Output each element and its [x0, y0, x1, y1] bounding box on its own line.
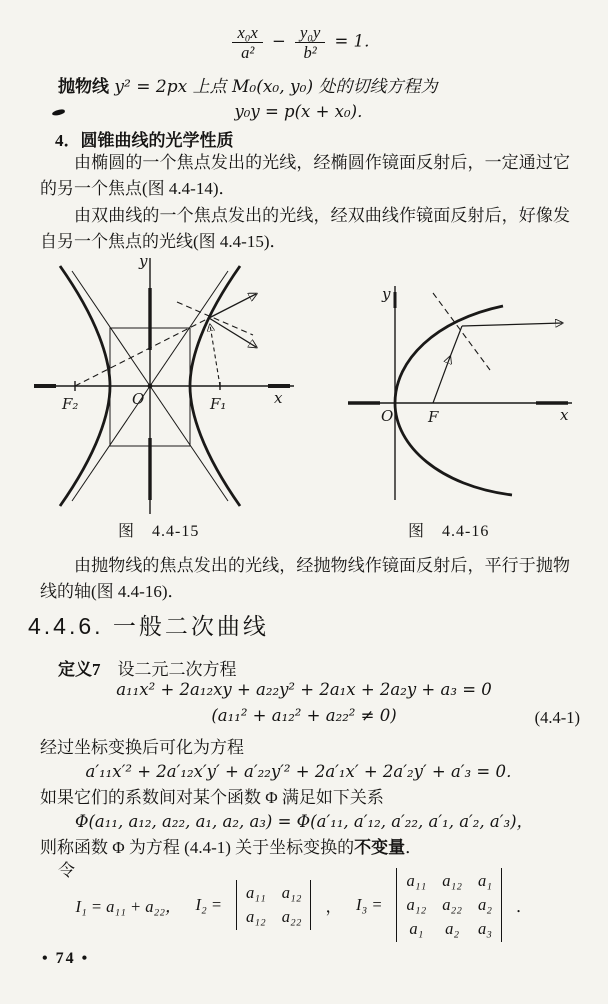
fraction-right: [295, 24, 325, 62]
det-cell: a₃: [477, 919, 492, 938]
y-axis-label: y: [382, 285, 391, 303]
det-cell: a₁₂: [442, 871, 462, 890]
optics-heading: 4．圆锥曲线的光学性质: [55, 131, 234, 150]
equation-number: (4.4-1): [534, 708, 580, 727]
y-axis-label: y: [139, 252, 148, 270]
reflected-ray-lower: [209, 318, 256, 347]
invariants-formula: [0, 868, 608, 942]
invariant-conclusion: [40, 833, 422, 858]
figure-caption-hyperbola: 图 4.4-15: [118, 523, 200, 540]
reflected-ray-parallel-axis: [462, 323, 562, 326]
equals-one: = 1．: [334, 31, 381, 51]
parabola-tangent-intro: [58, 72, 438, 97]
fraction-denominator: a²: [241, 43, 255, 63]
determinant-2x2: [236, 880, 311, 930]
definition-intro: 设二元二次方程: [100, 660, 237, 679]
det-cell: a₂: [445, 919, 460, 938]
definition-line: [58, 655, 237, 680]
paragraph-hyperbola-optics: 由双曲线的一个焦点发出的光线，经双曲线作镜面反射后，好像发自另一个焦点的光线(图 4.4-15)．: [40, 206, 570, 251]
formula-period: ．: [515, 897, 533, 916]
formula-phi-invariance: Φ(a₁₁, a₁₂, a₂₂, a₁, a₂, a₃) = Φ(a′₁₁, a′₁₂, a′₂₂, a′₁, a′₂, a′₃)，: [74, 812, 534, 831]
formula-ellipse-tangent: [0, 24, 608, 62]
fraction-numerator: x₀x: [232, 24, 262, 43]
intro-bold-label: 抛物线: [58, 77, 109, 96]
det-cell: a₁: [477, 871, 492, 890]
fraction-numerator: y₀y: [295, 24, 325, 43]
formula-parabola-tangent: y₀y = p(x + x₀)．: [234, 102, 374, 121]
focus-label: F: [428, 408, 439, 426]
definition-label: 定义7: [58, 660, 101, 679]
paragraph-ellipse-optics: 由椭圆的一个焦点发出的光线，经椭圆作镜面反射后，一定通过它的另一个焦点(图 4.4-14)．: [40, 153, 570, 198]
transform-line: 经过坐标变换后可化为方程: [40, 738, 244, 757]
det-cell: a₂₂: [442, 895, 462, 914]
let-label: 令: [58, 861, 75, 880]
formula-general-quadratic: a₁₁x² + 2a₁₂xy + a₂₂y² + 2a₁x + 2a₂y + a₃ = 0: [116, 680, 492, 699]
x-axis-label: x: [560, 406, 569, 424]
focus-right-label: F₁: [210, 395, 227, 413]
conclusion-text: 则称函数 Φ 为方程 (4.4-1) 关于坐标变换的: [40, 838, 355, 857]
formula-nondegeneracy-condition: (a₁₁² + a₁₂² + a₂₂² ≠ 0): [211, 706, 397, 725]
invariant-i2-label: I₂ =: [195, 895, 222, 914]
invariant-i1: I₁ = a₁₁ + a₂₂，: [75, 897, 182, 916]
conclusion-period: ．: [405, 838, 423, 857]
minus-operator: −: [271, 31, 286, 51]
section-heading: 4.4.6. 一般二次曲线: [28, 613, 269, 639]
origin-point: [148, 384, 153, 389]
origin-label: O: [132, 390, 145, 408]
incident-ray-from-focus: [433, 326, 462, 403]
phi-condition-line: 如果它们的系数间对某个函数 Φ 满足如下关系: [40, 788, 384, 807]
parabola-curve: [395, 306, 512, 495]
focus-left-label: F₂: [62, 395, 79, 413]
page-number: • 74 •: [42, 950, 90, 967]
invariant-i3-label: I₃ =: [355, 895, 383, 914]
determinant-3x3: [396, 868, 501, 942]
x-axis-label: x: [274, 389, 283, 407]
fraction-left: [232, 24, 262, 62]
intro-math-text: y² = 2px 上点 M₀(x₀, y₀) 处的切线方程为: [109, 77, 438, 97]
formula-transformed-quadratic: a′₁₁x′² + 2a′₁₂x′y′ + a′₂₂y′² + 2a′₁x′ + 2a′₂y′ + a′₃ = 0．: [85, 762, 523, 781]
separator-comma: ，: [325, 897, 342, 916]
incident-ray-from-right-focus: [210, 325, 220, 386]
det-cell: a₁: [409, 919, 424, 938]
det-cell: a₁₂: [246, 907, 266, 926]
conclusion-bold-term: 不变量: [354, 838, 406, 857]
figure-hyperbola-optics: [22, 252, 334, 518]
det-cell: a₂₂: [281, 907, 302, 926]
det-cell: a₁₁: [246, 883, 266, 902]
origin-label: O: [381, 407, 394, 425]
det-cell: a₁₂: [406, 895, 427, 914]
figure-parabola-optics: [340, 262, 588, 512]
det-cell: a₂: [477, 895, 492, 914]
figure-caption-parabola: 图 4.4-16: [408, 523, 490, 540]
paragraph-parabola-optics: 由抛物线的焦点发出的光线，经抛物线作镜面反射后，平行于抛物线的轴(图 4.4-16)．: [40, 556, 570, 601]
det-cell: a₁₁: [406, 871, 427, 890]
fraction-denominator: b²: [303, 43, 317, 63]
det-cell: a₁₂: [281, 883, 302, 902]
